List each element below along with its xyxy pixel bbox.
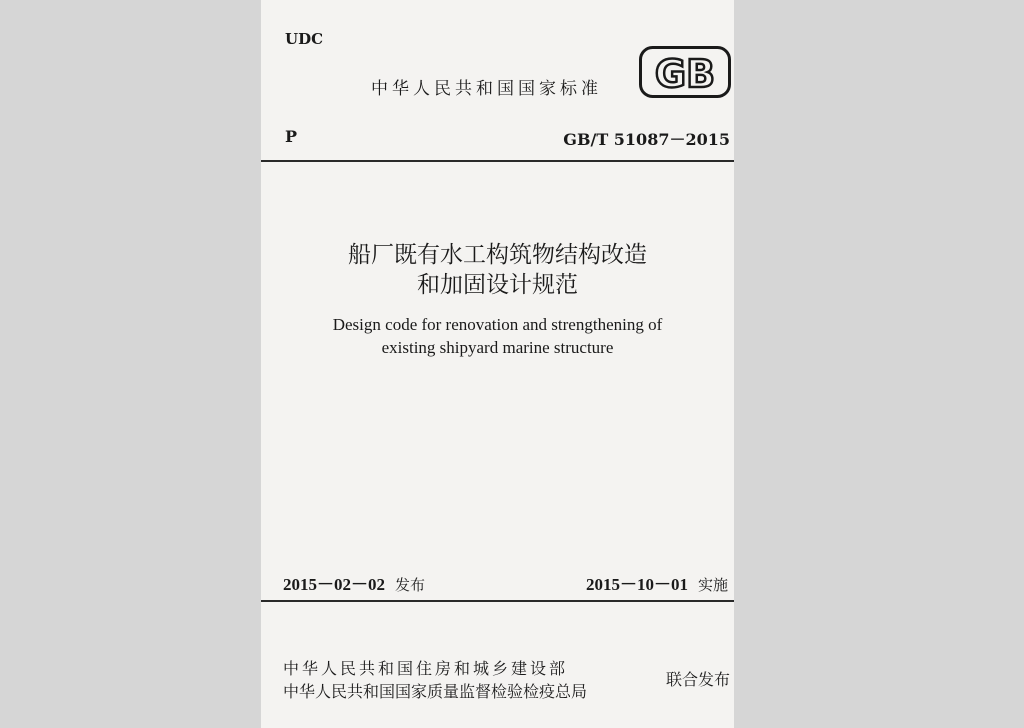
joint-issue-label: 联合发布 <box>665 670 730 689</box>
issuer-aqsiq: 中华人民共和国国家质量监督检验检疫总局 <box>283 682 588 701</box>
effective-date-block <box>586 570 728 595</box>
issue-label: 发布 <box>395 576 426 594</box>
title-chinese-line2: 和加固设计规范 <box>417 272 578 298</box>
effective-date: 2015－10－01 <box>585 575 688 594</box>
issue-date-block <box>283 570 425 595</box>
title-chinese-line1: 船厂既有水工构筑物结构改造 <box>348 242 647 268</box>
title-english-line2: existing shipyard marine structure <box>381 338 614 357</box>
udc-label: UDC <box>285 30 324 48</box>
standard-cover-page <box>261 0 734 728</box>
issuer-ministry-housing: 中华人民共和国住房和城乡建设部 <box>283 659 569 678</box>
title-english-line1: Design code for renovation and strengthening of <box>332 315 663 334</box>
standard-number: GB/T 51087－2015 <box>563 130 730 149</box>
classification-code: P <box>285 127 298 146</box>
footer-divider <box>261 600 734 602</box>
issue-date: 2015－02－02 <box>283 575 385 594</box>
header-divider <box>261 160 734 162</box>
gb-logo-lettering: GB <box>654 52 716 96</box>
standard-type-title: 中华人民共和国国家标准 <box>371 79 602 99</box>
effective-label: 实施 <box>697 576 728 594</box>
gb-logo-icon <box>639 46 731 98</box>
